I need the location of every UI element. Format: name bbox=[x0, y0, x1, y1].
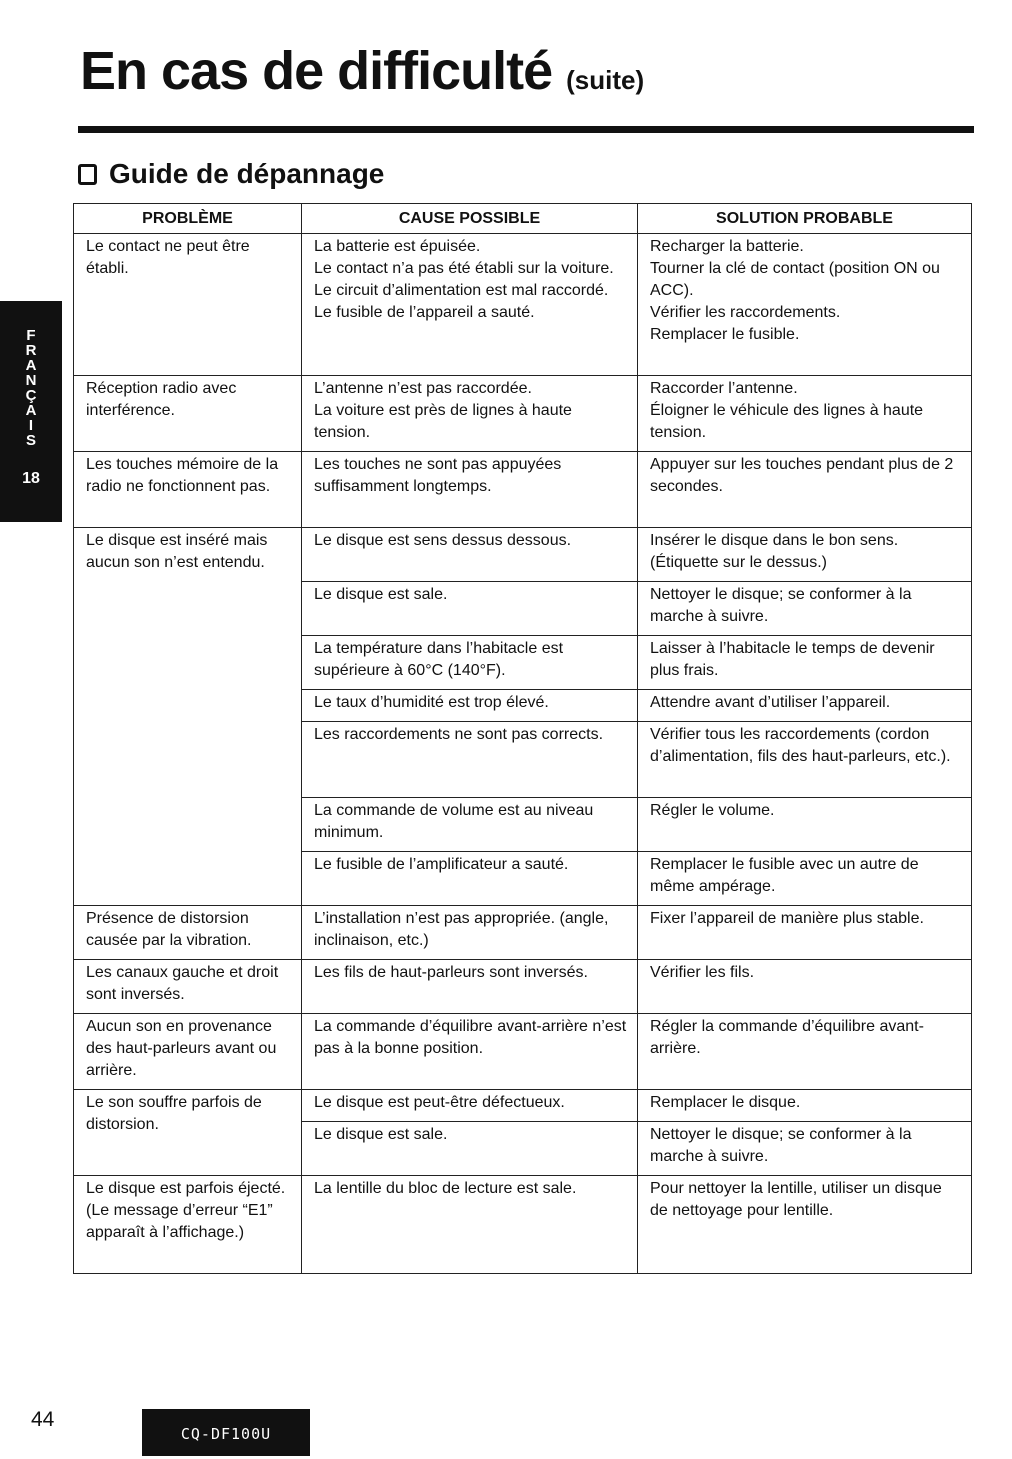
table-row bbox=[74, 376, 972, 452]
cause-cell-line: Le disque est sens dessus dessous. bbox=[314, 532, 572, 549]
cause-cell-line: Le circuit d’alimentation est mal raccordé. bbox=[314, 282, 609, 299]
side-tab-number: 18 bbox=[22, 470, 40, 487]
title-rule bbox=[78, 126, 974, 133]
page-title-text: En cas de difficulté bbox=[80, 41, 553, 101]
table-row bbox=[74, 528, 972, 582]
section-heading bbox=[78, 158, 384, 190]
column-header-problem: PROBLÈME bbox=[74, 204, 302, 234]
solution-cell-line: Vérifier les fils. bbox=[650, 964, 755, 981]
cause-cell-line: L’installation n’est pas appropriée. (angle, inclinaison, etc.) bbox=[314, 910, 609, 949]
solution-cell bbox=[638, 798, 972, 852]
solution-cell bbox=[638, 636, 972, 690]
cause-cell bbox=[302, 376, 638, 452]
solution-cell-line: Nettoyer le disque; se conformer à la marche à suivre. bbox=[650, 1126, 912, 1165]
solution-cell-line: Raccorder l’antenne. bbox=[650, 380, 798, 397]
cause-cell-line: Les fils de haut-parleurs sont inversés. bbox=[314, 964, 588, 981]
page-title bbox=[80, 40, 644, 102]
side-tab-letter: A bbox=[25, 357, 37, 374]
table-header-row bbox=[74, 204, 972, 234]
cause-cell-line: La lentille du bloc de lecture est sale. bbox=[314, 1180, 577, 1197]
side-tab-letter: S bbox=[25, 432, 36, 449]
cause-cell-line: Le disque est sale. bbox=[314, 586, 448, 603]
problem-cell-line: Les touches mémoire de la radio ne fonctionnent pas. bbox=[86, 456, 279, 495]
cause-cell-line: La température dans l’habitacle est supérieure à 60°C (140°F). bbox=[314, 640, 564, 679]
page-title-suffix: (suite) bbox=[566, 65, 645, 95]
problem-cell bbox=[74, 234, 302, 376]
solution-cell bbox=[638, 722, 972, 798]
language-side-tab bbox=[0, 301, 62, 522]
solution-cell-line: Pour nettoyer la lentille, utiliser un disque de nettoyage pour lentille. bbox=[650, 1180, 942, 1219]
cause-cell-line: Le fusible de l’appareil a sauté. bbox=[314, 304, 535, 321]
side-tab-letter: N bbox=[25, 372, 37, 389]
checkbox-outline-icon bbox=[78, 164, 97, 185]
cause-cell bbox=[302, 798, 638, 852]
problem-cell bbox=[74, 452, 302, 528]
solution-cell bbox=[638, 690, 972, 722]
problem-cell bbox=[74, 1014, 302, 1090]
problem-cell bbox=[74, 960, 302, 1014]
problem-cell-line: Réception radio avec interférence. bbox=[86, 380, 237, 419]
cause-cell-line: Les raccordements ne sont pas corrects. bbox=[314, 726, 604, 743]
cause-cell bbox=[302, 1014, 638, 1090]
problem-cell bbox=[74, 1090, 302, 1176]
side-tab-letter: F bbox=[26, 327, 36, 344]
column-header-solution: SOLUTION PROBABLE bbox=[638, 204, 972, 234]
cause-cell bbox=[302, 1176, 638, 1274]
solution-cell-line: Vérifier les raccordements. bbox=[650, 304, 841, 321]
cause-cell-line: L’antenne n’est pas raccordée. bbox=[314, 380, 532, 397]
cause-cell bbox=[302, 582, 638, 636]
side-tab-letter: A bbox=[25, 402, 37, 419]
cause-cell-line: La commande d’équilibre avant-arrière n’est pas à la bonne position. bbox=[314, 1018, 627, 1057]
problem-cell bbox=[74, 1176, 302, 1274]
solution-cell-line: Régler le volume. bbox=[650, 802, 775, 819]
solution-cell bbox=[638, 1176, 972, 1274]
section-title: Guide de dépannage bbox=[109, 158, 385, 189]
cause-cell bbox=[302, 234, 638, 376]
cause-cell bbox=[302, 1090, 638, 1122]
solution-cell-line: Vérifier tous les raccordements (cordon d’alimentation, fils des haut-parleurs, etc.). bbox=[650, 726, 951, 765]
table-row bbox=[74, 1014, 972, 1090]
table-row bbox=[74, 906, 972, 960]
solution-cell bbox=[638, 1014, 972, 1090]
solution-cell-line: Éloigner le véhicule des lignes à haute tension. bbox=[650, 402, 924, 441]
problem-cell bbox=[74, 376, 302, 452]
solution-cell-line: Recharger la batterie. bbox=[650, 238, 804, 255]
solution-cell-line: Remplacer le disque. bbox=[650, 1094, 801, 1111]
table-body bbox=[74, 234, 972, 1274]
problem-cell-line: Aucun son en provenance des haut-parleurs avant ou arrière. bbox=[86, 1018, 277, 1079]
cause-cell bbox=[302, 528, 638, 582]
side-tab-letter: I bbox=[28, 417, 34, 434]
problem-cell-line: Les canaux gauche et droit sont inversés. bbox=[86, 964, 279, 1003]
model-label: CQ-DF100U bbox=[142, 1409, 310, 1456]
problem-cell-line: Le contact ne peut être établi. bbox=[86, 238, 250, 277]
problem-cell-line: Le son souffre parfois de distorsion. bbox=[86, 1094, 262, 1133]
solution-cell bbox=[638, 906, 972, 960]
solution-cell-line: Nettoyer le disque; se conformer à la marche à suivre. bbox=[650, 586, 912, 625]
table-row bbox=[74, 1090, 972, 1122]
solution-cell bbox=[638, 1122, 972, 1176]
cause-cell bbox=[302, 636, 638, 690]
solution-cell-line: Insérer le disque dans le bon sens. (Étiquette sur le dessus.) bbox=[650, 532, 899, 571]
side-tab-letter: Ç bbox=[25, 387, 37, 404]
table-row bbox=[74, 234, 972, 376]
cause-cell bbox=[302, 852, 638, 906]
solution-cell bbox=[638, 852, 972, 906]
solution-cell bbox=[638, 376, 972, 452]
problem-cell-line: Présence de distorsion causée par la vibration. bbox=[86, 910, 252, 949]
cause-cell bbox=[302, 1122, 638, 1176]
cause-cell-line: La commande de volume est au niveau minimum. bbox=[314, 802, 594, 841]
table-row bbox=[74, 960, 972, 1014]
cause-cell-line: Les touches ne sont pas appuyées suffisamment longtemps. bbox=[314, 456, 562, 495]
solution-cell bbox=[638, 1090, 972, 1122]
cause-cell bbox=[302, 960, 638, 1014]
solution-cell-line: Remplacer le fusible avec un autre de même ampérage. bbox=[650, 856, 919, 895]
cause-cell bbox=[302, 906, 638, 960]
solution-cell-line: Tourner la clé de contact (position ON ou ACC). bbox=[650, 260, 940, 299]
problem-cell-line: Le disque est parfois éjecté. (Le message d’erreur “E1” apparaît à l’affichage.) bbox=[86, 1180, 286, 1241]
solution-cell-line: Laisser à l’habitacle le temps de devenir plus frais. bbox=[650, 640, 935, 679]
cause-cell-line: Le disque est peut-être défectueux. bbox=[314, 1094, 565, 1111]
solution-cell bbox=[638, 528, 972, 582]
cause-cell-line: Le contact n’a pas été établi sur la voiture. bbox=[314, 260, 614, 277]
solution-cell bbox=[638, 452, 972, 528]
solution-cell bbox=[638, 234, 972, 376]
problem-cell bbox=[74, 528, 302, 906]
side-tab-letters bbox=[0, 328, 62, 448]
problem-cell bbox=[74, 906, 302, 960]
solution-cell-line: Appuyer sur les touches pendant plus de 2 secondes. bbox=[650, 456, 954, 495]
cause-cell bbox=[302, 722, 638, 798]
problem-cell-line: Le disque est inséré mais aucun son n’est entendu. bbox=[86, 532, 268, 571]
table-row bbox=[74, 1176, 972, 1274]
side-tab-letter: R bbox=[25, 342, 37, 359]
table-row bbox=[74, 452, 972, 528]
cause-cell-line: Le disque est sale. bbox=[314, 1126, 448, 1143]
cause-cell bbox=[302, 690, 638, 722]
cause-cell-line: Le taux d’humidité est trop élevé. bbox=[314, 694, 549, 711]
solution-cell-line: Fixer l’appareil de manière plus stable. bbox=[650, 910, 924, 927]
cause-cell-line: La batterie est épuisée. bbox=[314, 238, 481, 255]
cause-cell-line: La voiture est près de lignes à haute tension. bbox=[314, 402, 572, 441]
solution-cell-line: Régler la commande d’équilibre avant-arrière. bbox=[650, 1018, 924, 1057]
cause-cell bbox=[302, 452, 638, 528]
troubleshooting-table bbox=[73, 203, 972, 1274]
column-header-cause: CAUSE POSSIBLE bbox=[302, 204, 638, 234]
cause-cell-line: Le fusible de l’amplificateur a sauté. bbox=[314, 856, 569, 873]
solution-cell bbox=[638, 582, 972, 636]
page-number: 44 bbox=[31, 1408, 55, 1431]
solution-cell-line: Remplacer le fusible. bbox=[650, 326, 800, 343]
solution-cell-line: Attendre avant d’utiliser l’appareil. bbox=[650, 694, 891, 711]
solution-cell bbox=[638, 960, 972, 1014]
